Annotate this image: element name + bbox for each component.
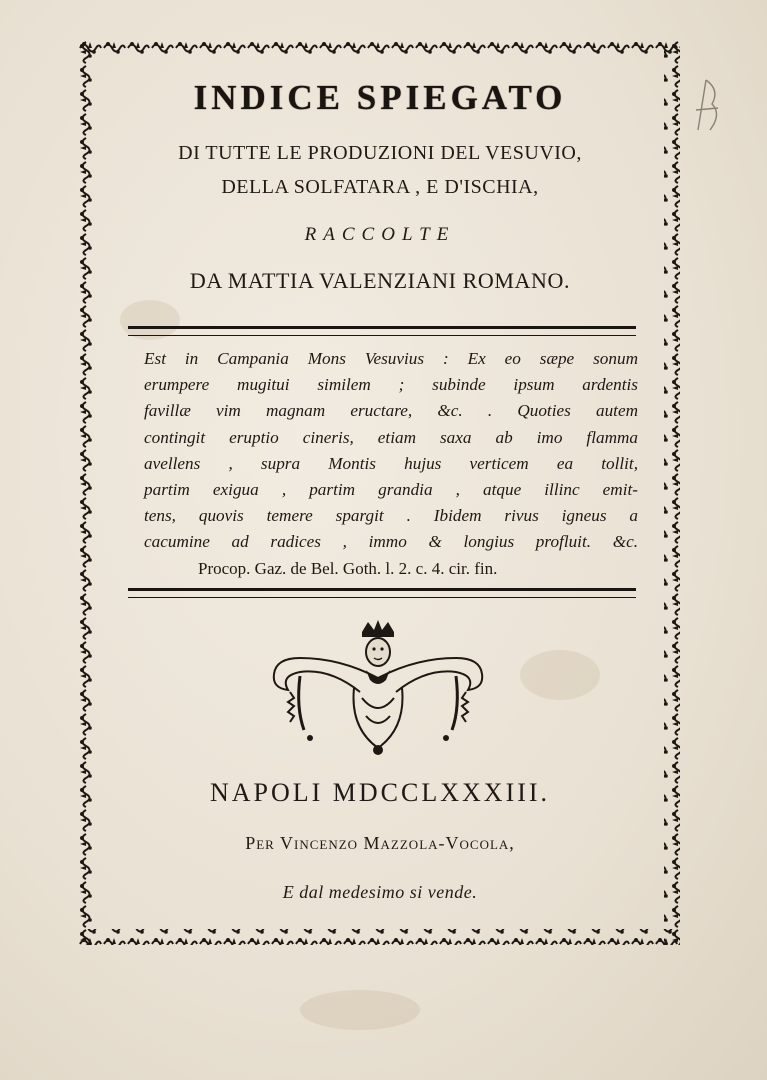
- subtitle-line-1: DI TUTTE LE PRODUZIONI DEL VESUVIO,: [178, 142, 582, 164]
- quote-line: avellens , supra Montis hujus verticem ea tollit,: [144, 453, 638, 473]
- quote-citation: Procop. Gaz. de Bel. Goth. l. 2. c. 4. cir. fin.: [198, 558, 498, 578]
- quote-line: contingit eruptio cineris, etiam saxa ab imo flamma: [144, 427, 638, 447]
- divider-rule: [128, 326, 636, 336]
- quote-line: Est in Campania Mons Vesuvius : Ex eo sæpe sonum: [144, 349, 638, 368]
- author-line: DA MATTIA VALENZIANI ROMANO.: [189, 268, 571, 293]
- page-title: INDICE SPIEGATO: [193, 78, 567, 117]
- crowned-head-vignette-icon: [270, 618, 486, 758]
- epigraph-quote: [122, 346, 638, 582]
- quote-line: cacumine ad radices , immo & longius profluit. &c.: [144, 532, 638, 552]
- quote-line: erumpere mugitui similem ; subinde ipsum ardentis: [144, 375, 638, 395]
- imprint-printer: Per Vincenzo Mazzola-Vocola,: [245, 833, 515, 853]
- quote-line: partim exigua , partim grandia , atque illinc emit-: [144, 480, 638, 500]
- title-page-content: [100, 60, 660, 930]
- divider-rule: [128, 588, 636, 598]
- paper-stain: [300, 990, 420, 1030]
- imprint-sold-note: E dal medesimo si vende.: [282, 882, 478, 902]
- imprint-place-date: NAPOLI MDCCLXXXIII.: [209, 778, 551, 807]
- pencil-mark: [692, 70, 726, 140]
- quote-line: favillæ vim magnam eructare, &c. . Quoties autem: [144, 401, 638, 421]
- raccolte-label: RACCOLTE: [304, 224, 456, 245]
- subtitle-line-2: DELLA SOLFATARA , E D'ISCHIA,: [221, 176, 539, 198]
- quote-line: tens, quovis temere spargit . Ibidem rivus igneus a: [144, 506, 638, 526]
